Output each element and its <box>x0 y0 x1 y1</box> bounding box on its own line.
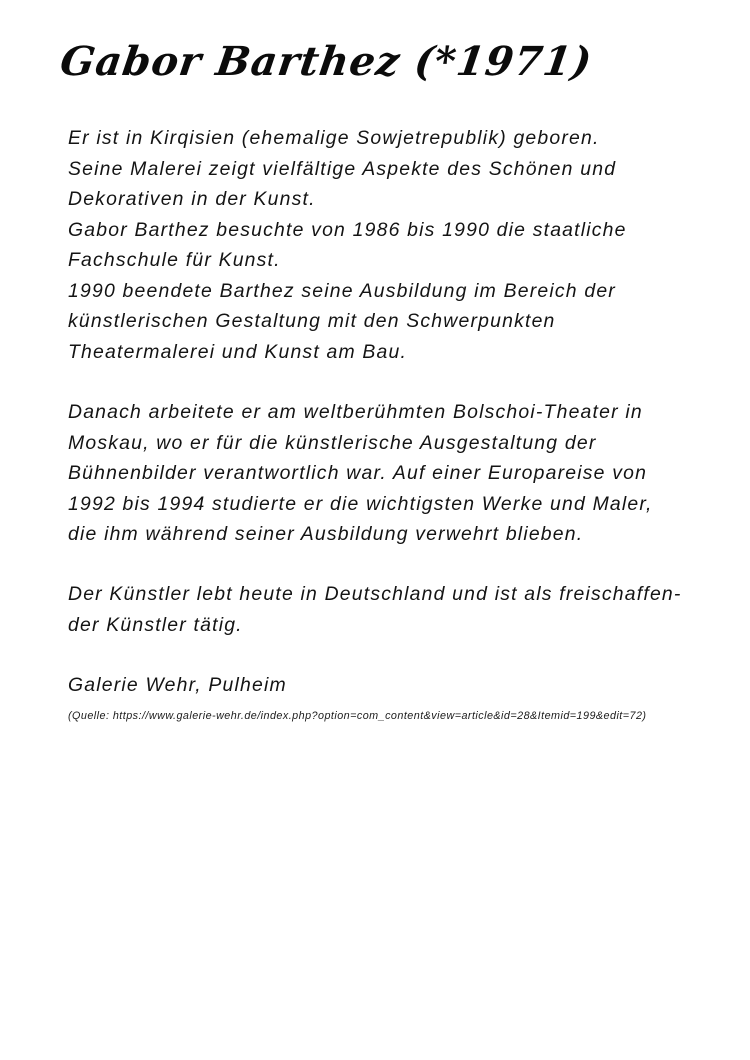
text-line: Dekorativen in der Kunst. <box>68 188 316 210</box>
page-title: Gabor Barthez (*1971) <box>57 38 596 85</box>
text-line: Er ist in Kirqisien (ehemalige Sowjetrepublik) geboren. <box>68 127 600 149</box>
text-line: 1992 bis 1994 studierte er die wichtigsten Werke und Maler, <box>68 492 653 515</box>
text-line: Der Künstler lebt heute in Deutschland und ist als freischaffen- <box>68 583 682 605</box>
text-line: Theatermalerei und Kunst am Bau. <box>68 340 408 363</box>
paragraph-biography-present <box>68 579 708 640</box>
text-line: Moskau, wo er für die künstlerische Ausgestaltung der <box>68 431 597 454</box>
paragraph-biography-career <box>68 397 708 550</box>
text-line: Bühnenbilder verantwortlich war. Auf einer Europareise von <box>68 462 648 484</box>
text-line: künstlerischen Gestaltung mit den Schwerpunkten <box>68 310 556 332</box>
gallery-signature <box>68 670 708 701</box>
text-line: Gabor Barthez besuchte von 1986 bis 1990 die staatliche <box>68 218 627 241</box>
text-line: die ihm während seiner Ausbildung verwehrt blieben. <box>68 523 584 545</box>
signature-text: Galerie Wehr, Pulheim <box>68 674 287 696</box>
paragraph-biography-early <box>68 123 708 367</box>
text-line: Seine Malerei zeigt vielfältige Aspekte des Schönen und <box>68 157 617 180</box>
text-line: der Künstler tätig. <box>68 613 243 636</box>
text-line: 1990 beendete Barthez seine Ausbildung im Bereich der <box>68 279 616 302</box>
source-citation: (Quelle: https://www.galerie-wehr.de/index.php?option=com_content&view=article&id=28&Itemid=199&edit=72) <box>68 710 647 722</box>
text-line: Danach arbeitete er am weltberühmten Bolschoi-Theater in <box>68 401 643 423</box>
text-line: Fachschule für Kunst. <box>68 249 281 271</box>
